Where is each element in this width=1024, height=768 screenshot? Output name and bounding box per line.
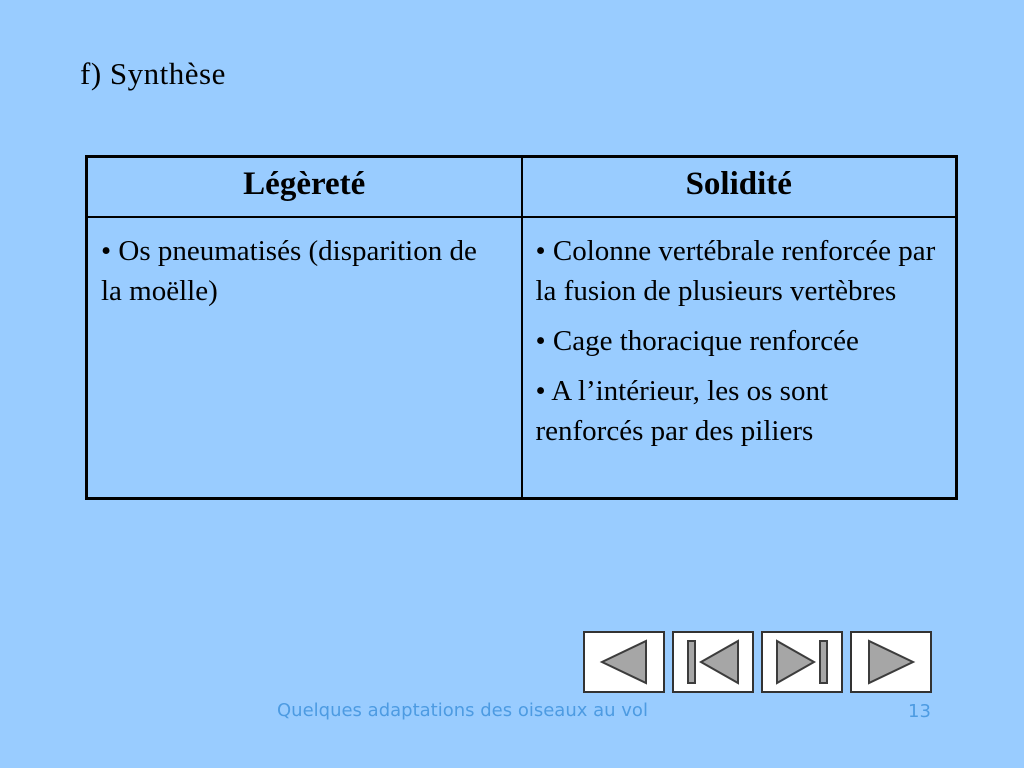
- nav-first-button[interactable]: [672, 631, 754, 693]
- skip-to-start-icon: [685, 639, 741, 685]
- table-body-row: [87, 217, 957, 499]
- page-number: 13: [908, 701, 931, 722]
- table-header-solidite: Solidité: [522, 157, 957, 217]
- bullet-item: • Colonne vertébrale renforcée par la fusion de plusieurs vertèbres: [535, 234, 936, 307]
- bullet-item: • Os pneumatisés (disparition de la moëlle): [101, 234, 477, 307]
- slide-title: f) Synthèse: [80, 56, 226, 91]
- cell-legerete: [87, 217, 522, 499]
- nav-next-button[interactable]: [850, 631, 932, 693]
- bullet-item: • Cage thoracique renforcée: [535, 324, 859, 357]
- slide-navigation: [583, 631, 932, 693]
- bullet-item: • A l’intérieur, les os sont renforcés par des piliers: [535, 374, 829, 447]
- table-header-row: [87, 157, 957, 217]
- synthesis-table: [85, 155, 958, 500]
- next-icon: [863, 639, 919, 685]
- table-header-legerete: Légèreté: [87, 157, 522, 217]
- previous-icon: [596, 639, 652, 685]
- nav-last-button[interactable]: [761, 631, 843, 693]
- cell-solidite: [522, 217, 957, 499]
- nav-previous-button[interactable]: [583, 631, 665, 693]
- skip-to-end-icon: [774, 639, 830, 685]
- footer-caption: Quelques adaptations des oiseaux au vol: [277, 700, 648, 721]
